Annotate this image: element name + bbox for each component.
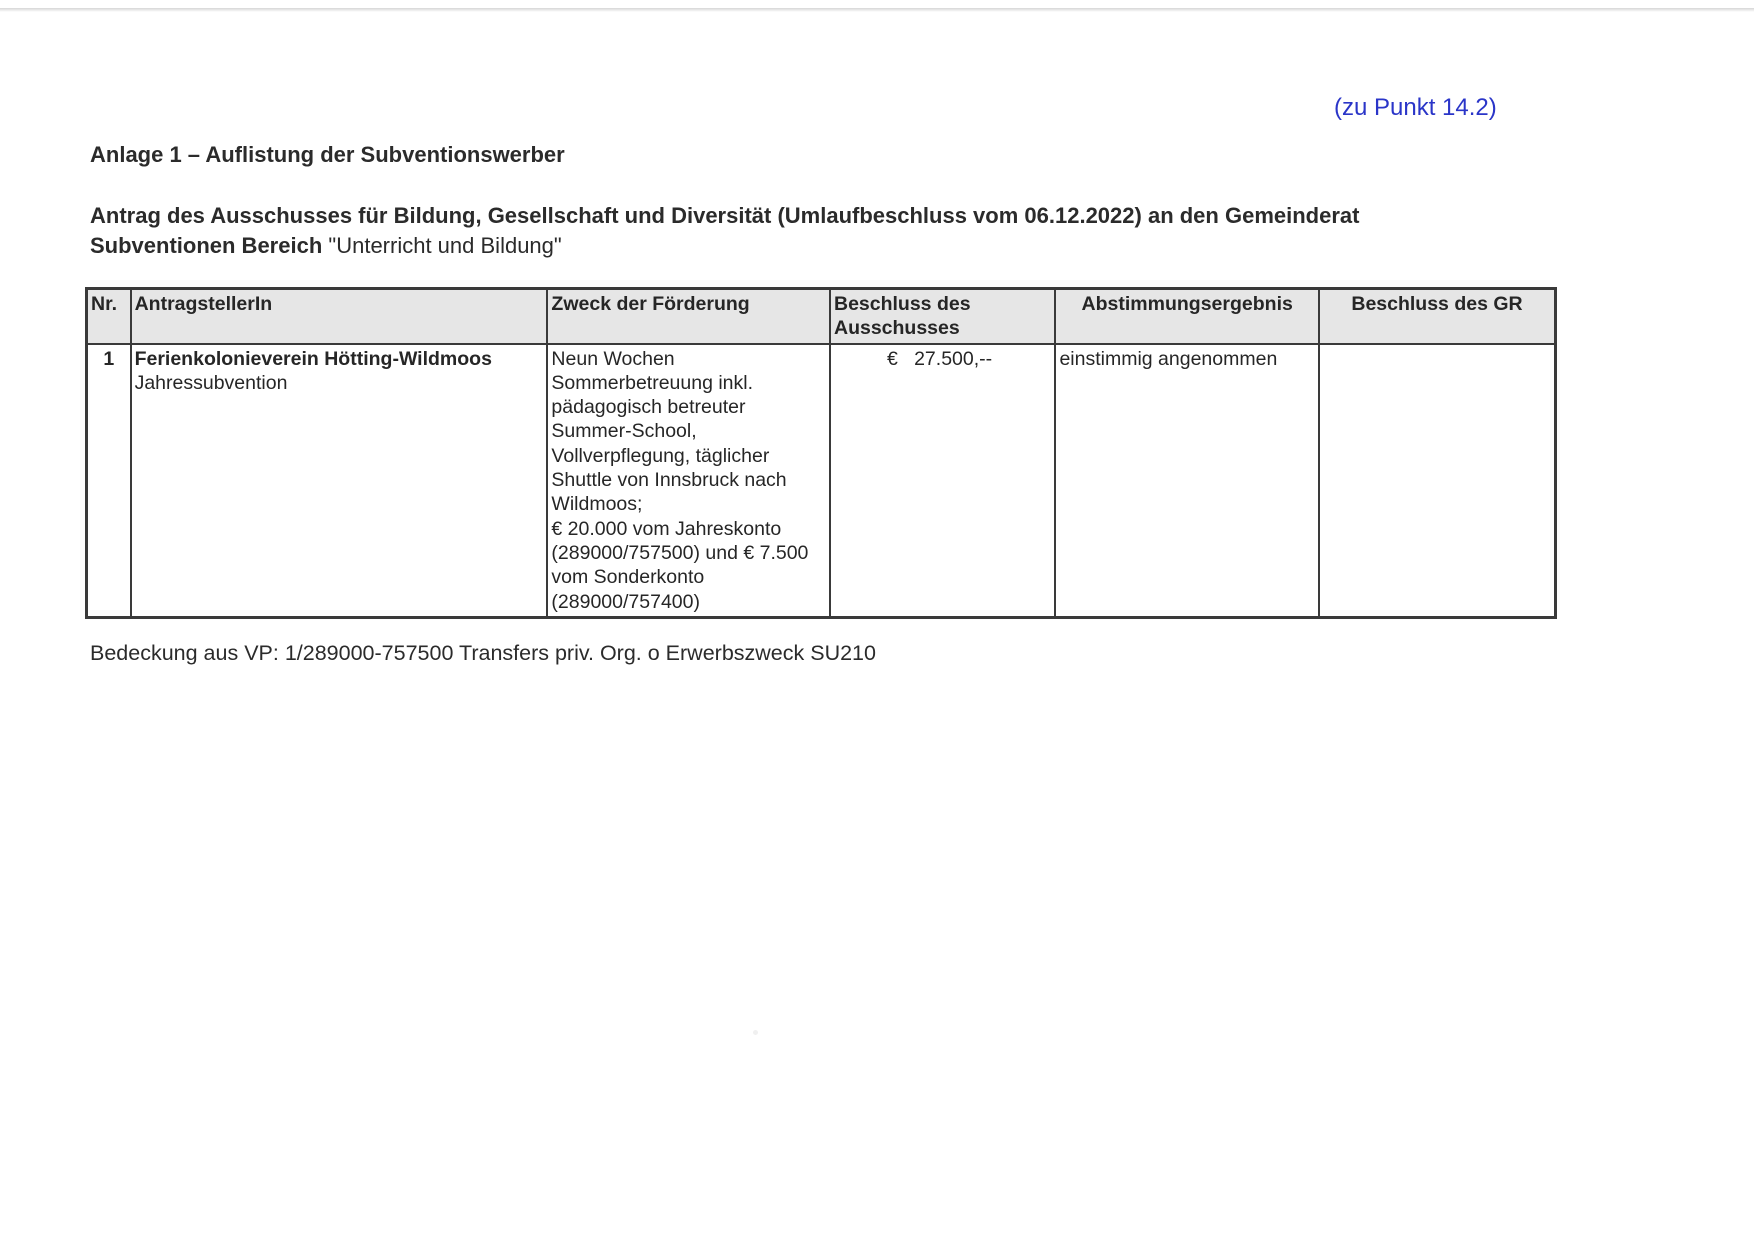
purpose-line: (289000/757400) — [551, 590, 700, 613]
application-subtitle — [90, 201, 1359, 261]
header-committee-decision — [830, 289, 1055, 344]
cell-applicant — [131, 344, 548, 618]
header-committee-decision-line1: Beschluss des — [833, 293, 971, 315]
cell-council-decision — [1319, 344, 1556, 618]
cell-amount: € 27.500,-- — [830, 344, 1055, 618]
header-purpose: Zweck der Förderung — [547, 289, 830, 344]
subtitle-area-label: Subventionen Bereich — [90, 233, 323, 258]
purpose-line: pädagogisch betreuter — [551, 396, 746, 419]
purpose-line: Neun Wochen — [551, 347, 675, 370]
subsidy-table — [85, 287, 1557, 619]
cell-nr: 1 — [87, 344, 131, 618]
scan-edge-line — [0, 8, 1754, 12]
header-council-decision: Beschluss des GR — [1319, 289, 1556, 344]
cell-purpose — [547, 344, 830, 618]
header-vote-result: Abstimmungsergebnis — [1055, 289, 1319, 344]
purpose-line: Shuttle von Innsbruck nach — [551, 469, 787, 492]
annex-heading: Anlage 1 – Auflistung der Subventionswerber — [90, 142, 565, 167]
purpose-line: (289000/757500) und € 7.500 — [551, 541, 809, 564]
purpose-line: Sommerbetreuung inkl. — [551, 371, 754, 394]
header-nr: Nr. — [87, 289, 131, 344]
applicant-type: Jahressubvention — [134, 371, 288, 394]
table-header-row — [87, 289, 1556, 344]
purpose-line: € 20.000 vom Jahreskonto — [551, 517, 782, 540]
subtitle-area-value: "Unterricht und Bildung" — [328, 233, 562, 258]
scan-speck — [753, 1030, 758, 1035]
subtitle-line-1: Antrag des Ausschusses für Bildung, Gesellschaft und Diversität (Umlaufbeschluss vom 06.12.2022) an den Gemeinderat — [90, 203, 1360, 228]
purpose-line: Vollverpflegung, täglicher — [551, 444, 770, 467]
purpose-line: vom Sonderkonto — [551, 566, 705, 589]
header-applicant: AntragstellerIn — [131, 289, 548, 344]
table-row — [87, 344, 1556, 618]
agenda-reference: (zu Punkt 14.2) — [1334, 94, 1497, 121]
purpose-line: Summer-School, — [551, 420, 697, 443]
subtitle-line-2 — [90, 231, 1359, 261]
header-committee-decision-line2: Ausschusses — [833, 317, 960, 340]
budget-coverage-note: Bedeckung aus VP: 1/289000-757500 Transfers priv. Org. o Erwerbszweck SU210 — [90, 641, 876, 665]
cell-vote-result: einstimmig angenommen — [1055, 344, 1319, 618]
purpose-line: Wildmoos; — [551, 493, 643, 516]
applicant-name: Ferienkolonieverein Hötting-Wildmoos — [134, 347, 492, 370]
